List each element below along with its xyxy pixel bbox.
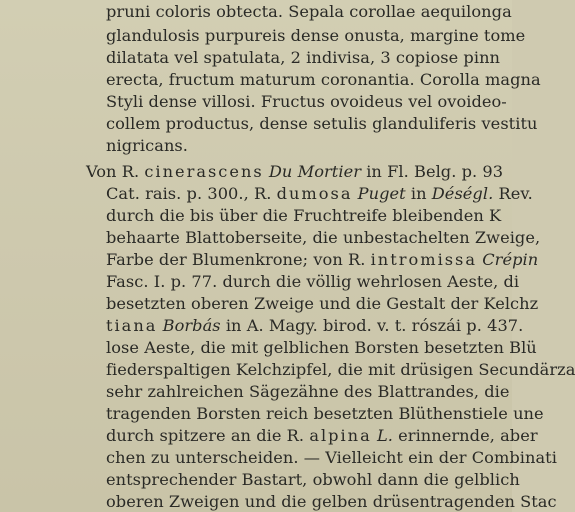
text-line: collem productus, dense setulis glanduliferis vestitu — [106, 114, 538, 133]
text-line: pruni coloris obtecta. Sepala corollae aequilonga — [106, 2, 512, 21]
text-line — [106, 316, 523, 336]
author-name: Crépin — [482, 250, 539, 269]
text-line — [106, 426, 538, 446]
text-line: lose Aeste, die mit gelblichen Borsten besetzten Blü — [106, 338, 537, 357]
text-line: sehr zahlreichen Sägezähne des Blattrandes, die — [106, 382, 510, 401]
text-run: Farbe der Blumenkrone; von R. — [106, 250, 371, 269]
species-name: alpina — [309, 426, 372, 445]
text-line: besetzten oberen Zweige und die Gestalt der Kelchz — [106, 294, 539, 313]
text-line — [86, 162, 503, 182]
species-name: tiana — [106, 316, 158, 335]
text-run: Cat. rais. p. 300., R. — [106, 184, 277, 203]
text-run: Rev. — [493, 184, 533, 203]
author-name: Borbás — [162, 316, 221, 335]
text-line: entsprechender Bastart, obwohl dann die gelblich — [106, 470, 520, 489]
text-run: in Fl. Belg. p. 93 — [361, 162, 504, 181]
text-run: Von R. — [86, 162, 145, 181]
text-run: durch spitzere an die R. — [106, 426, 310, 445]
species-name: dumosa — [276, 184, 353, 203]
text-run: in — [405, 184, 432, 203]
text-line: fiederspaltigen Kelchzipfel, die mit drüsigen Secundärza — [106, 360, 575, 379]
species-name: intromissa — [370, 250, 478, 269]
text-run: erinnernde, aber — [392, 426, 538, 445]
text-line: glandulosis purpureis dense onusta, margine tome — [106, 26, 526, 45]
text-line — [106, 184, 533, 204]
text-line — [106, 250, 538, 270]
text-line: behaarte Blattoberseite, die unbestachelten Zweige, — [106, 228, 541, 247]
text-line: erecta, fructum maturum coronantia. Corolla magna — [106, 70, 541, 89]
text-line: durch die bis über die Fruchtreife bleibenden K — [106, 206, 502, 225]
text-line: tragenden Borsten reich besetzten Blüthenstiele une — [106, 404, 544, 423]
text-line: oberen Zweigen und die gelben drüsentragenden Stac — [106, 492, 557, 511]
species-name: cinerascens — [144, 162, 264, 181]
author-name: Du Mortier — [268, 162, 361, 181]
text-line: Fasc. I. p. 77. durch die völlig wehrlosen Aeste, di — [106, 272, 520, 291]
author-name: Puget — [357, 184, 406, 203]
author-name: Déségl. — [431, 184, 494, 203]
text-line: nigricans. — [106, 136, 188, 155]
text-line: dilatata vel spatulata, 2 indivisa, 3 copiose pinn — [106, 48, 501, 67]
text-run: in A. Magy. birod. v. t. rószái p. 437. — [220, 316, 524, 335]
author-name: L. — [376, 426, 393, 445]
text-line: chen zu unterscheiden. — Vielleicht ein der Combinati — [106, 448, 557, 467]
text-line: Styli dense villosi. Fructus ovoideus vel ovoideo- — [106, 92, 507, 111]
